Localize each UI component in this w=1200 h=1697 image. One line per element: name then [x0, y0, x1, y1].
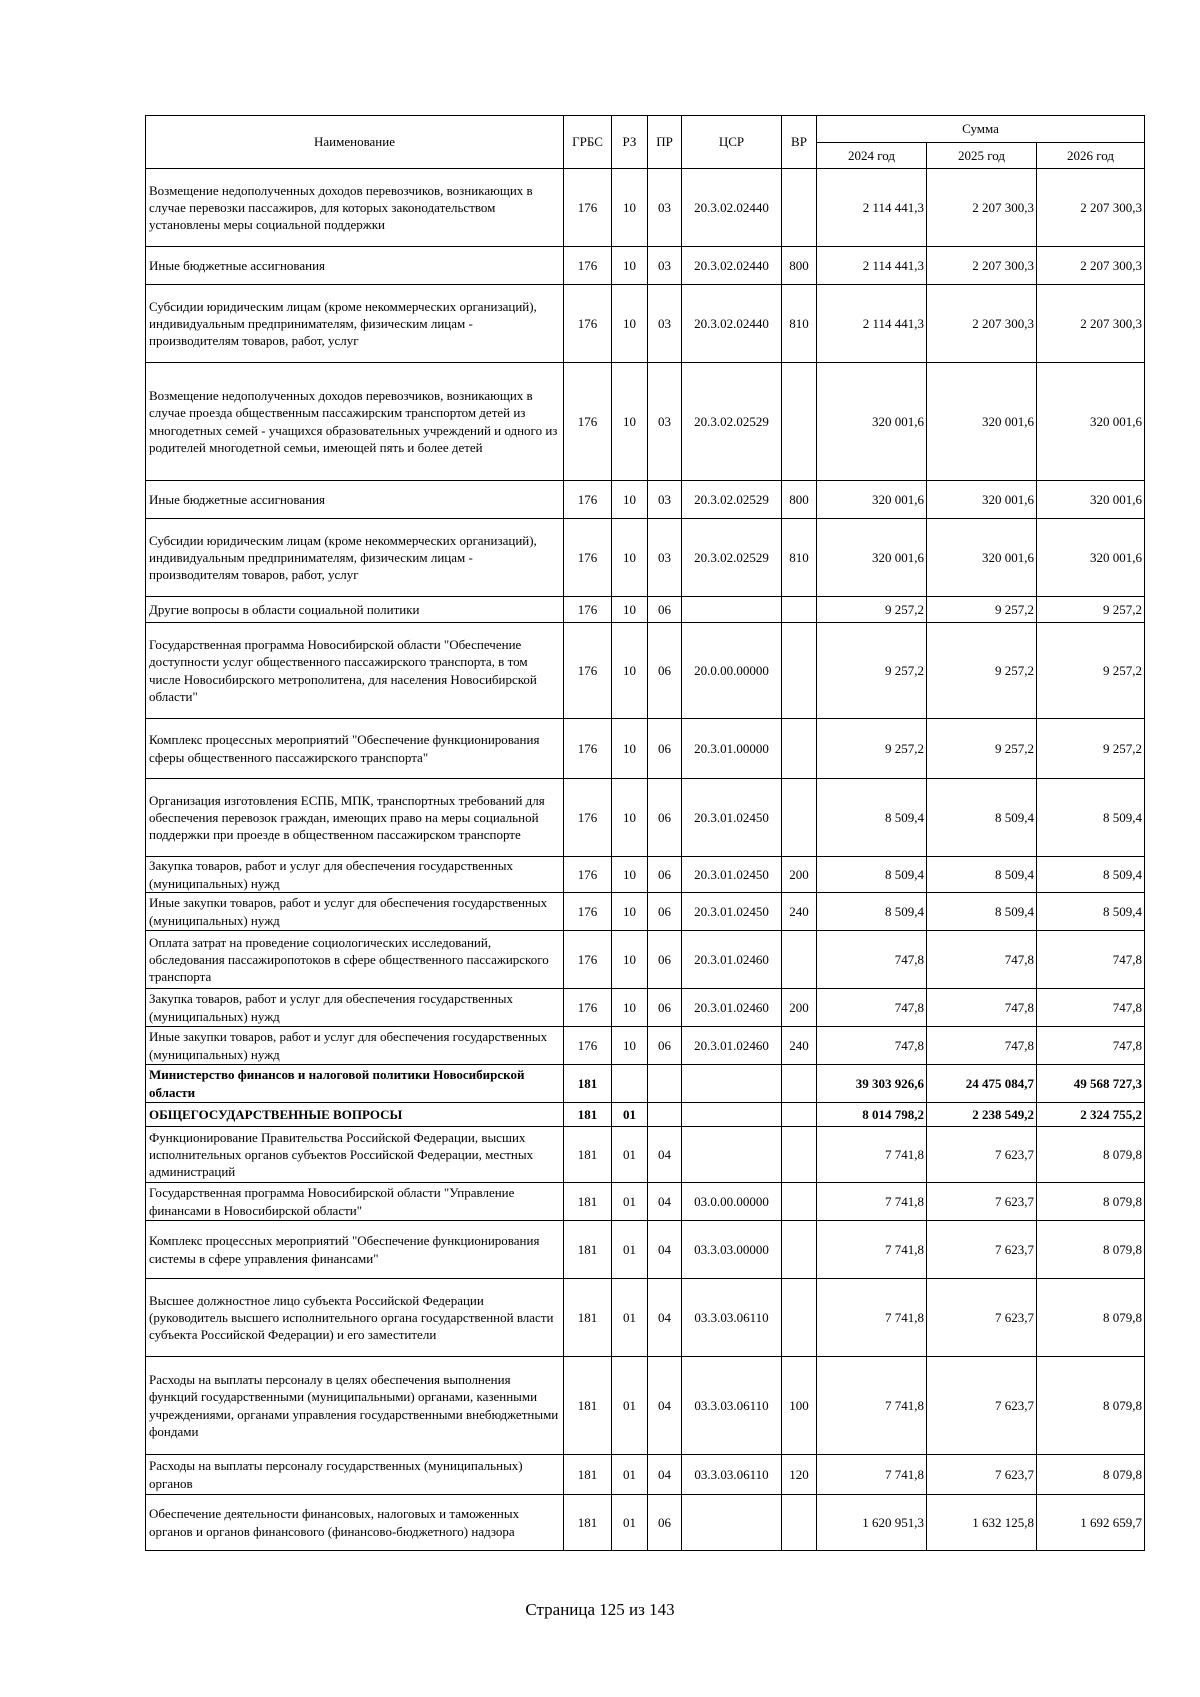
- row-2026-cell: 747,8: [1037, 989, 1145, 1027]
- row-2024-cell: 8 509,4: [817, 893, 927, 931]
- row-2024-cell: 2 114 441,3: [817, 247, 927, 285]
- table-row: [146, 623, 1145, 719]
- row-csr-cell: 03.3.03.00000: [682, 1221, 782, 1279]
- row-2024-cell: 7 741,8: [817, 1357, 927, 1455]
- row-vr-cell: [782, 1127, 817, 1183]
- header-sum: Сумма: [817, 116, 1145, 143]
- row-rz-cell: 10: [612, 719, 648, 779]
- row-grbs-cell: 176: [564, 719, 612, 779]
- table-row: [146, 597, 1145, 623]
- row-name-cell: Министерство финансов и налоговой политики Новосибирской области: [146, 1065, 564, 1103]
- table-header: [146, 116, 1145, 169]
- row-rz-cell: 01: [612, 1221, 648, 1279]
- row-2025-cell: 7 623,7: [927, 1455, 1037, 1495]
- row-2025-cell: 8 509,4: [927, 857, 1037, 893]
- row-2024-cell: 8 014 798,2: [817, 1103, 927, 1127]
- row-pr-cell: 06: [648, 989, 682, 1027]
- row-2026-cell: 320 001,6: [1037, 481, 1145, 519]
- row-csr-cell: 20.3.01.02460: [682, 931, 782, 989]
- row-csr-cell: 20.3.01.02450: [682, 893, 782, 931]
- row-pr-cell: 04: [648, 1183, 682, 1221]
- row-2026-cell: 8 079,8: [1037, 1279, 1145, 1357]
- row-2024-cell: 1 620 951,3: [817, 1495, 927, 1551]
- row-2025-cell: 2 238 549,2: [927, 1103, 1037, 1127]
- row-pr-cell: 03: [648, 247, 682, 285]
- header-rz: РЗ: [612, 116, 648, 169]
- row-vr-cell: [782, 1221, 817, 1279]
- row-grbs-cell: 181: [564, 1221, 612, 1279]
- header-pr: ПР: [648, 116, 682, 169]
- row-name-cell: Функционирование Правительства Российской Федерации, высших исполнительных органов субъектов Российской Федерации, местных администраций: [146, 1127, 564, 1183]
- row-pr-cell: [648, 1103, 682, 1127]
- table-row: [146, 1027, 1145, 1065]
- table-row: [146, 931, 1145, 989]
- row-csr-cell: 20.3.01.02450: [682, 857, 782, 893]
- table-row: [146, 1279, 1145, 1357]
- row-name-cell: Возмещение недополученных доходов перевозчиков, возникающих в случае перевозки пассажиров, для которых законодательством установлены меры социальной поддержки: [146, 169, 564, 247]
- row-pr-cell: 06: [648, 893, 682, 931]
- row-2025-cell: 9 257,2: [927, 623, 1037, 719]
- header-vr: ВР: [782, 116, 817, 169]
- row-2025-cell: 320 001,6: [927, 363, 1037, 481]
- row-2024-cell: 7 741,8: [817, 1455, 927, 1495]
- row-grbs-cell: 176: [564, 931, 612, 989]
- row-2025-cell: 1 632 125,8: [927, 1495, 1037, 1551]
- row-vr-cell: 800: [782, 247, 817, 285]
- row-csr-cell: 20.3.02.02529: [682, 363, 782, 481]
- row-pr-cell: 06: [648, 1495, 682, 1551]
- row-name-cell: Иные бюджетные ассигнования: [146, 481, 564, 519]
- row-2026-cell: 8 079,8: [1037, 1127, 1145, 1183]
- row-vr-cell: [782, 1495, 817, 1551]
- header-year-2024: 2024 год: [817, 143, 927, 169]
- table-row: [146, 285, 1145, 363]
- row-vr-cell: 240: [782, 1027, 817, 1065]
- row-grbs-cell: 176: [564, 779, 612, 857]
- row-2026-cell: 747,8: [1037, 931, 1145, 989]
- row-2024-cell: 8 509,4: [817, 779, 927, 857]
- row-rz-cell: 10: [612, 931, 648, 989]
- table-row: [146, 1183, 1145, 1221]
- row-rz-cell: 10: [612, 481, 648, 519]
- row-2024-cell: 9 257,2: [817, 719, 927, 779]
- row-2025-cell: 9 257,2: [927, 719, 1037, 779]
- page-number: Страница 125 из 143: [525, 1600, 675, 1619]
- row-2025-cell: 8 509,4: [927, 893, 1037, 931]
- row-grbs-cell: 176: [564, 1027, 612, 1065]
- row-csr-cell: 20.3.01.02460: [682, 1027, 782, 1065]
- row-rz-cell: 01: [612, 1357, 648, 1455]
- row-vr-cell: [782, 719, 817, 779]
- row-csr-cell: 20.3.01.02460: [682, 989, 782, 1027]
- row-pr-cell: 06: [648, 623, 682, 719]
- row-pr-cell: 06: [648, 779, 682, 857]
- row-csr-cell: 03.0.00.00000: [682, 1183, 782, 1221]
- row-name-cell: Расходы на выплаты персоналу государственных (муниципальных) органов: [146, 1455, 564, 1495]
- header-year-2025: 2025 год: [927, 143, 1037, 169]
- row-rz-cell: 10: [612, 623, 648, 719]
- budget-table: [145, 115, 1145, 1551]
- row-csr-cell: 20.3.02.02440: [682, 169, 782, 247]
- table-row: [146, 481, 1145, 519]
- row-2024-cell: 7 741,8: [817, 1221, 927, 1279]
- row-pr-cell: 03: [648, 169, 682, 247]
- row-vr-cell: 810: [782, 285, 817, 363]
- row-name-cell: Субсидии юридическим лицам (кроме некоммерческих организаций), индивидуальным предпринимателям, физическим лицам - производителям товаров, работ, услуг: [146, 285, 564, 363]
- row-name-cell: ОБЩЕГОСУДАРСТВЕННЫЕ ВОПРОСЫ: [146, 1103, 564, 1127]
- row-2025-cell: 7 623,7: [927, 1127, 1037, 1183]
- row-2026-cell: 8 509,4: [1037, 779, 1145, 857]
- row-rz-cell: 10: [612, 989, 648, 1027]
- row-vr-cell: [782, 1103, 817, 1127]
- row-csr-cell: 20.3.01.02450: [682, 779, 782, 857]
- row-2024-cell: 2 114 441,3: [817, 169, 927, 247]
- row-rz-cell: 10: [612, 779, 648, 857]
- row-rz-cell: 01: [612, 1279, 648, 1357]
- row-pr-cell: 04: [648, 1455, 682, 1495]
- table-row: [146, 719, 1145, 779]
- row-csr-cell: 03.3.03.06110: [682, 1357, 782, 1455]
- row-2025-cell: 2 207 300,3: [927, 169, 1037, 247]
- row-2024-cell: 320 001,6: [817, 519, 927, 597]
- row-2025-cell: 320 001,6: [927, 519, 1037, 597]
- row-name-cell: Субсидии юридическим лицам (кроме некоммерческих организаций), индивидуальным предпринимателям, физическим лицам - производителям товаров, работ, услуг: [146, 519, 564, 597]
- row-2025-cell: 7 623,7: [927, 1279, 1037, 1357]
- row-csr-cell: 20.3.02.02529: [682, 481, 782, 519]
- row-csr-cell: [682, 1065, 782, 1103]
- table-row: [146, 247, 1145, 285]
- row-2026-cell: 9 257,2: [1037, 623, 1145, 719]
- row-grbs-cell: 176: [564, 285, 612, 363]
- row-2024-cell: 8 509,4: [817, 857, 927, 893]
- row-2026-cell: 2 207 300,3: [1037, 169, 1145, 247]
- row-2025-cell: 747,8: [927, 1027, 1037, 1065]
- row-name-cell: Организация изготовления ЕСПБ, МПК, транспортных требований для обеспечения перевозок граждан, имеющих право на меры социальной поддержки при проезде в общественном пассажирском транспорте: [146, 779, 564, 857]
- row-grbs-cell: 181: [564, 1495, 612, 1551]
- row-rz-cell: 10: [612, 285, 648, 363]
- row-pr-cell: 03: [648, 481, 682, 519]
- table-row: [146, 1455, 1145, 1495]
- row-pr-cell: 04: [648, 1357, 682, 1455]
- row-2024-cell: 320 001,6: [817, 481, 927, 519]
- row-vr-cell: 800: [782, 481, 817, 519]
- row-grbs-cell: 176: [564, 597, 612, 623]
- row-2025-cell: 747,8: [927, 989, 1037, 1027]
- row-rz-cell: 01: [612, 1455, 648, 1495]
- row-2025-cell: 7 623,7: [927, 1357, 1037, 1455]
- row-2024-cell: 9 257,2: [817, 623, 927, 719]
- row-name-cell: Государственная программа Новосибирской области "Обеспечение доступности услуг общественного пассажирского транспорта, в том числе Новосибирского метрополитена, для населения Новосибирской области": [146, 623, 564, 719]
- row-csr-cell: [682, 1103, 782, 1127]
- table-row: [146, 363, 1145, 481]
- row-2024-cell: 7 741,8: [817, 1183, 927, 1221]
- row-2026-cell: 9 257,2: [1037, 719, 1145, 779]
- row-grbs-cell: 176: [564, 623, 612, 719]
- table-row: [146, 519, 1145, 597]
- table-body: [146, 169, 1145, 1551]
- row-2026-cell: 8 079,8: [1037, 1183, 1145, 1221]
- row-csr-cell: 20.3.02.02529: [682, 519, 782, 597]
- row-csr-cell: 03.3.03.06110: [682, 1279, 782, 1357]
- row-2025-cell: 7 623,7: [927, 1183, 1037, 1221]
- row-2025-cell: 2 207 300,3: [927, 285, 1037, 363]
- row-2026-cell: 320 001,6: [1037, 363, 1145, 481]
- row-name-cell: Другие вопросы в области социальной политики: [146, 597, 564, 623]
- row-name-cell: Оплата затрат на проведение социологических исследований, обследования пассажиропотоков в сфере общественного пассажирского транспорта: [146, 931, 564, 989]
- row-rz-cell: 01: [612, 1127, 648, 1183]
- row-vr-cell: [782, 1183, 817, 1221]
- row-csr-cell: 20.3.02.02440: [682, 247, 782, 285]
- row-2025-cell: 7 623,7: [927, 1221, 1037, 1279]
- table-row: [146, 779, 1145, 857]
- row-grbs-cell: 181: [564, 1357, 612, 1455]
- row-pr-cell: [648, 1065, 682, 1103]
- row-vr-cell: 810: [782, 519, 817, 597]
- row-2026-cell: 8 509,4: [1037, 893, 1145, 931]
- row-rz-cell: 01: [612, 1103, 648, 1127]
- row-vr-cell: 100: [782, 1357, 817, 1455]
- row-pr-cell: 03: [648, 519, 682, 597]
- row-pr-cell: 04: [648, 1279, 682, 1357]
- row-grbs-cell: 176: [564, 519, 612, 597]
- row-csr-cell: 03.3.03.06110: [682, 1455, 782, 1495]
- row-vr-cell: 200: [782, 989, 817, 1027]
- row-rz-cell: [612, 1065, 648, 1103]
- row-grbs-cell: 181: [564, 1279, 612, 1357]
- table-row: [146, 989, 1145, 1027]
- row-name-cell: Закупка товаров, работ и услуг для обеспечения государственных (муниципальных) нужд: [146, 989, 564, 1027]
- row-rz-cell: 10: [612, 1027, 648, 1065]
- row-pr-cell: 03: [648, 363, 682, 481]
- row-rz-cell: 10: [612, 597, 648, 623]
- row-2025-cell: 2 207 300,3: [927, 247, 1037, 285]
- row-vr-cell: 120: [782, 1455, 817, 1495]
- row-2026-cell: 2 207 300,3: [1037, 247, 1145, 285]
- table-row: [146, 893, 1145, 931]
- row-csr-cell: [682, 597, 782, 623]
- row-name-cell: Иные закупки товаров, работ и услуг для обеспечения государственных (муниципальных) нужд: [146, 893, 564, 931]
- row-name-cell: Иные бюджетные ассигнования: [146, 247, 564, 285]
- row-vr-cell: [782, 623, 817, 719]
- row-2026-cell: 8 079,8: [1037, 1357, 1145, 1455]
- row-rz-cell: 10: [612, 893, 648, 931]
- row-2026-cell: 2 207 300,3: [1037, 285, 1145, 363]
- table-row: [146, 1495, 1145, 1551]
- row-pr-cell: 03: [648, 285, 682, 363]
- row-name-cell: Иные закупки товаров, работ и услуг для обеспечения государственных (муниципальных) нужд: [146, 1027, 564, 1065]
- table-row: [146, 169, 1145, 247]
- row-grbs-cell: 181: [564, 1183, 612, 1221]
- row-2024-cell: 7 741,8: [817, 1279, 927, 1357]
- row-pr-cell: 06: [648, 931, 682, 989]
- row-2026-cell: 9 257,2: [1037, 597, 1145, 623]
- header-name: Наименование: [146, 116, 564, 169]
- row-name-cell: Возмещение недополученных доходов перевозчиков, возникающих в случае проезда общественным пассажирским транспортом детей из многодетных семей - учащихся образовательных учреждений и одного из родителей многодетной семьи, имеющей пять и более детей: [146, 363, 564, 481]
- row-pr-cell: 06: [648, 857, 682, 893]
- row-vr-cell: [782, 597, 817, 623]
- row-pr-cell: 06: [648, 719, 682, 779]
- row-vr-cell: 240: [782, 893, 817, 931]
- row-name-cell: Комплекс процессных мероприятий "Обеспечение функционирования системы в сфере управления финансами": [146, 1221, 564, 1279]
- row-csr-cell: 20.3.01.00000: [682, 719, 782, 779]
- table-row: [146, 1103, 1145, 1127]
- row-grbs-cell: 176: [564, 989, 612, 1027]
- row-2025-cell: 320 001,6: [927, 481, 1037, 519]
- row-csr-cell: 20.3.02.02440: [682, 285, 782, 363]
- row-2025-cell: 24 475 084,7: [927, 1065, 1037, 1103]
- table-row: [146, 1357, 1145, 1455]
- row-2026-cell: 8 079,8: [1037, 1455, 1145, 1495]
- row-grbs-cell: 176: [564, 363, 612, 481]
- row-2026-cell: 1 692 659,7: [1037, 1495, 1145, 1551]
- row-2026-cell: 747,8: [1037, 1027, 1145, 1065]
- row-rz-cell: 01: [612, 1495, 648, 1551]
- row-2024-cell: 320 001,6: [817, 363, 927, 481]
- row-pr-cell: 04: [648, 1127, 682, 1183]
- row-name-cell: Государственная программа Новосибирской области "Управление финансами в Новосибирской области": [146, 1183, 564, 1221]
- row-2026-cell: 8 509,4: [1037, 857, 1145, 893]
- row-grbs-cell: 176: [564, 857, 612, 893]
- row-vr-cell: [782, 931, 817, 989]
- row-2025-cell: 9 257,2: [927, 597, 1037, 623]
- row-grbs-cell: 176: [564, 169, 612, 247]
- row-csr-cell: [682, 1127, 782, 1183]
- row-name-cell: Обеспечение деятельности финансовых, налоговых и таможенных органов и органов финансового (финансово-бюджетного) надзора: [146, 1495, 564, 1551]
- header-grbs: ГРБС: [564, 116, 612, 169]
- row-2024-cell: 747,8: [817, 1027, 927, 1065]
- row-csr-cell: [682, 1495, 782, 1551]
- row-vr-cell: [782, 779, 817, 857]
- row-vr-cell: [782, 169, 817, 247]
- row-2026-cell: 8 079,8: [1037, 1221, 1145, 1279]
- row-pr-cell: 06: [648, 1027, 682, 1065]
- row-2024-cell: 9 257,2: [817, 597, 927, 623]
- row-rz-cell: 10: [612, 363, 648, 481]
- row-pr-cell: 06: [648, 597, 682, 623]
- row-csr-cell: 20.0.00.00000: [682, 623, 782, 719]
- row-2025-cell: 747,8: [927, 931, 1037, 989]
- row-2024-cell: 747,8: [817, 931, 927, 989]
- row-vr-cell: [782, 1279, 817, 1357]
- row-2026-cell: 49 568 727,3: [1037, 1065, 1145, 1103]
- row-name-cell: Высшее должностное лицо субъекта Российской Федерации (руководитель высшего исполнительного органа государственной власти субъекта Российской Федерации) и его заместители: [146, 1279, 564, 1357]
- table-row: [146, 857, 1145, 893]
- table-row: [146, 1127, 1145, 1183]
- row-rz-cell: 01: [612, 1183, 648, 1221]
- table-row: [146, 1221, 1145, 1279]
- row-grbs-cell: 176: [564, 893, 612, 931]
- row-name-cell: Расходы на выплаты персоналу в целях обеспечения выполнения функций государственными (муниципальными) органами, казенными учреждениями, органами управления государственными внебюджетными фондами: [146, 1357, 564, 1455]
- row-2024-cell: 747,8: [817, 989, 927, 1027]
- row-pr-cell: 04: [648, 1221, 682, 1279]
- row-name-cell: Закупка товаров, работ и услуг для обеспечения государственных (муниципальных) нужд: [146, 857, 564, 893]
- row-grbs-cell: 181: [564, 1065, 612, 1103]
- row-vr-cell: 200: [782, 857, 817, 893]
- header-csr: ЦСР: [682, 116, 782, 169]
- row-vr-cell: [782, 1065, 817, 1103]
- row-grbs-cell: 181: [564, 1103, 612, 1127]
- row-rz-cell: 10: [612, 519, 648, 597]
- budget-page: [145, 115, 1144, 1551]
- row-rz-cell: 10: [612, 247, 648, 285]
- row-2024-cell: 2 114 441,3: [817, 285, 927, 363]
- table-row: [146, 1065, 1145, 1103]
- row-grbs-cell: 176: [564, 481, 612, 519]
- row-grbs-cell: 181: [564, 1127, 612, 1183]
- row-grbs-cell: 176: [564, 247, 612, 285]
- row-name-cell: Комплекс процессных мероприятий "Обеспечение функционирования сферы общественного пассажирского транспорта": [146, 719, 564, 779]
- row-2024-cell: 39 303 926,6: [817, 1065, 927, 1103]
- row-vr-cell: [782, 363, 817, 481]
- row-2024-cell: 7 741,8: [817, 1127, 927, 1183]
- row-2026-cell: 2 324 755,2: [1037, 1103, 1145, 1127]
- row-2026-cell: 320 001,6: [1037, 519, 1145, 597]
- header-year-2026: 2026 год: [1037, 143, 1145, 169]
- row-2025-cell: 8 509,4: [927, 779, 1037, 857]
- row-rz-cell: 10: [612, 857, 648, 893]
- row-grbs-cell: 181: [564, 1455, 612, 1495]
- row-rz-cell: 10: [612, 169, 648, 247]
